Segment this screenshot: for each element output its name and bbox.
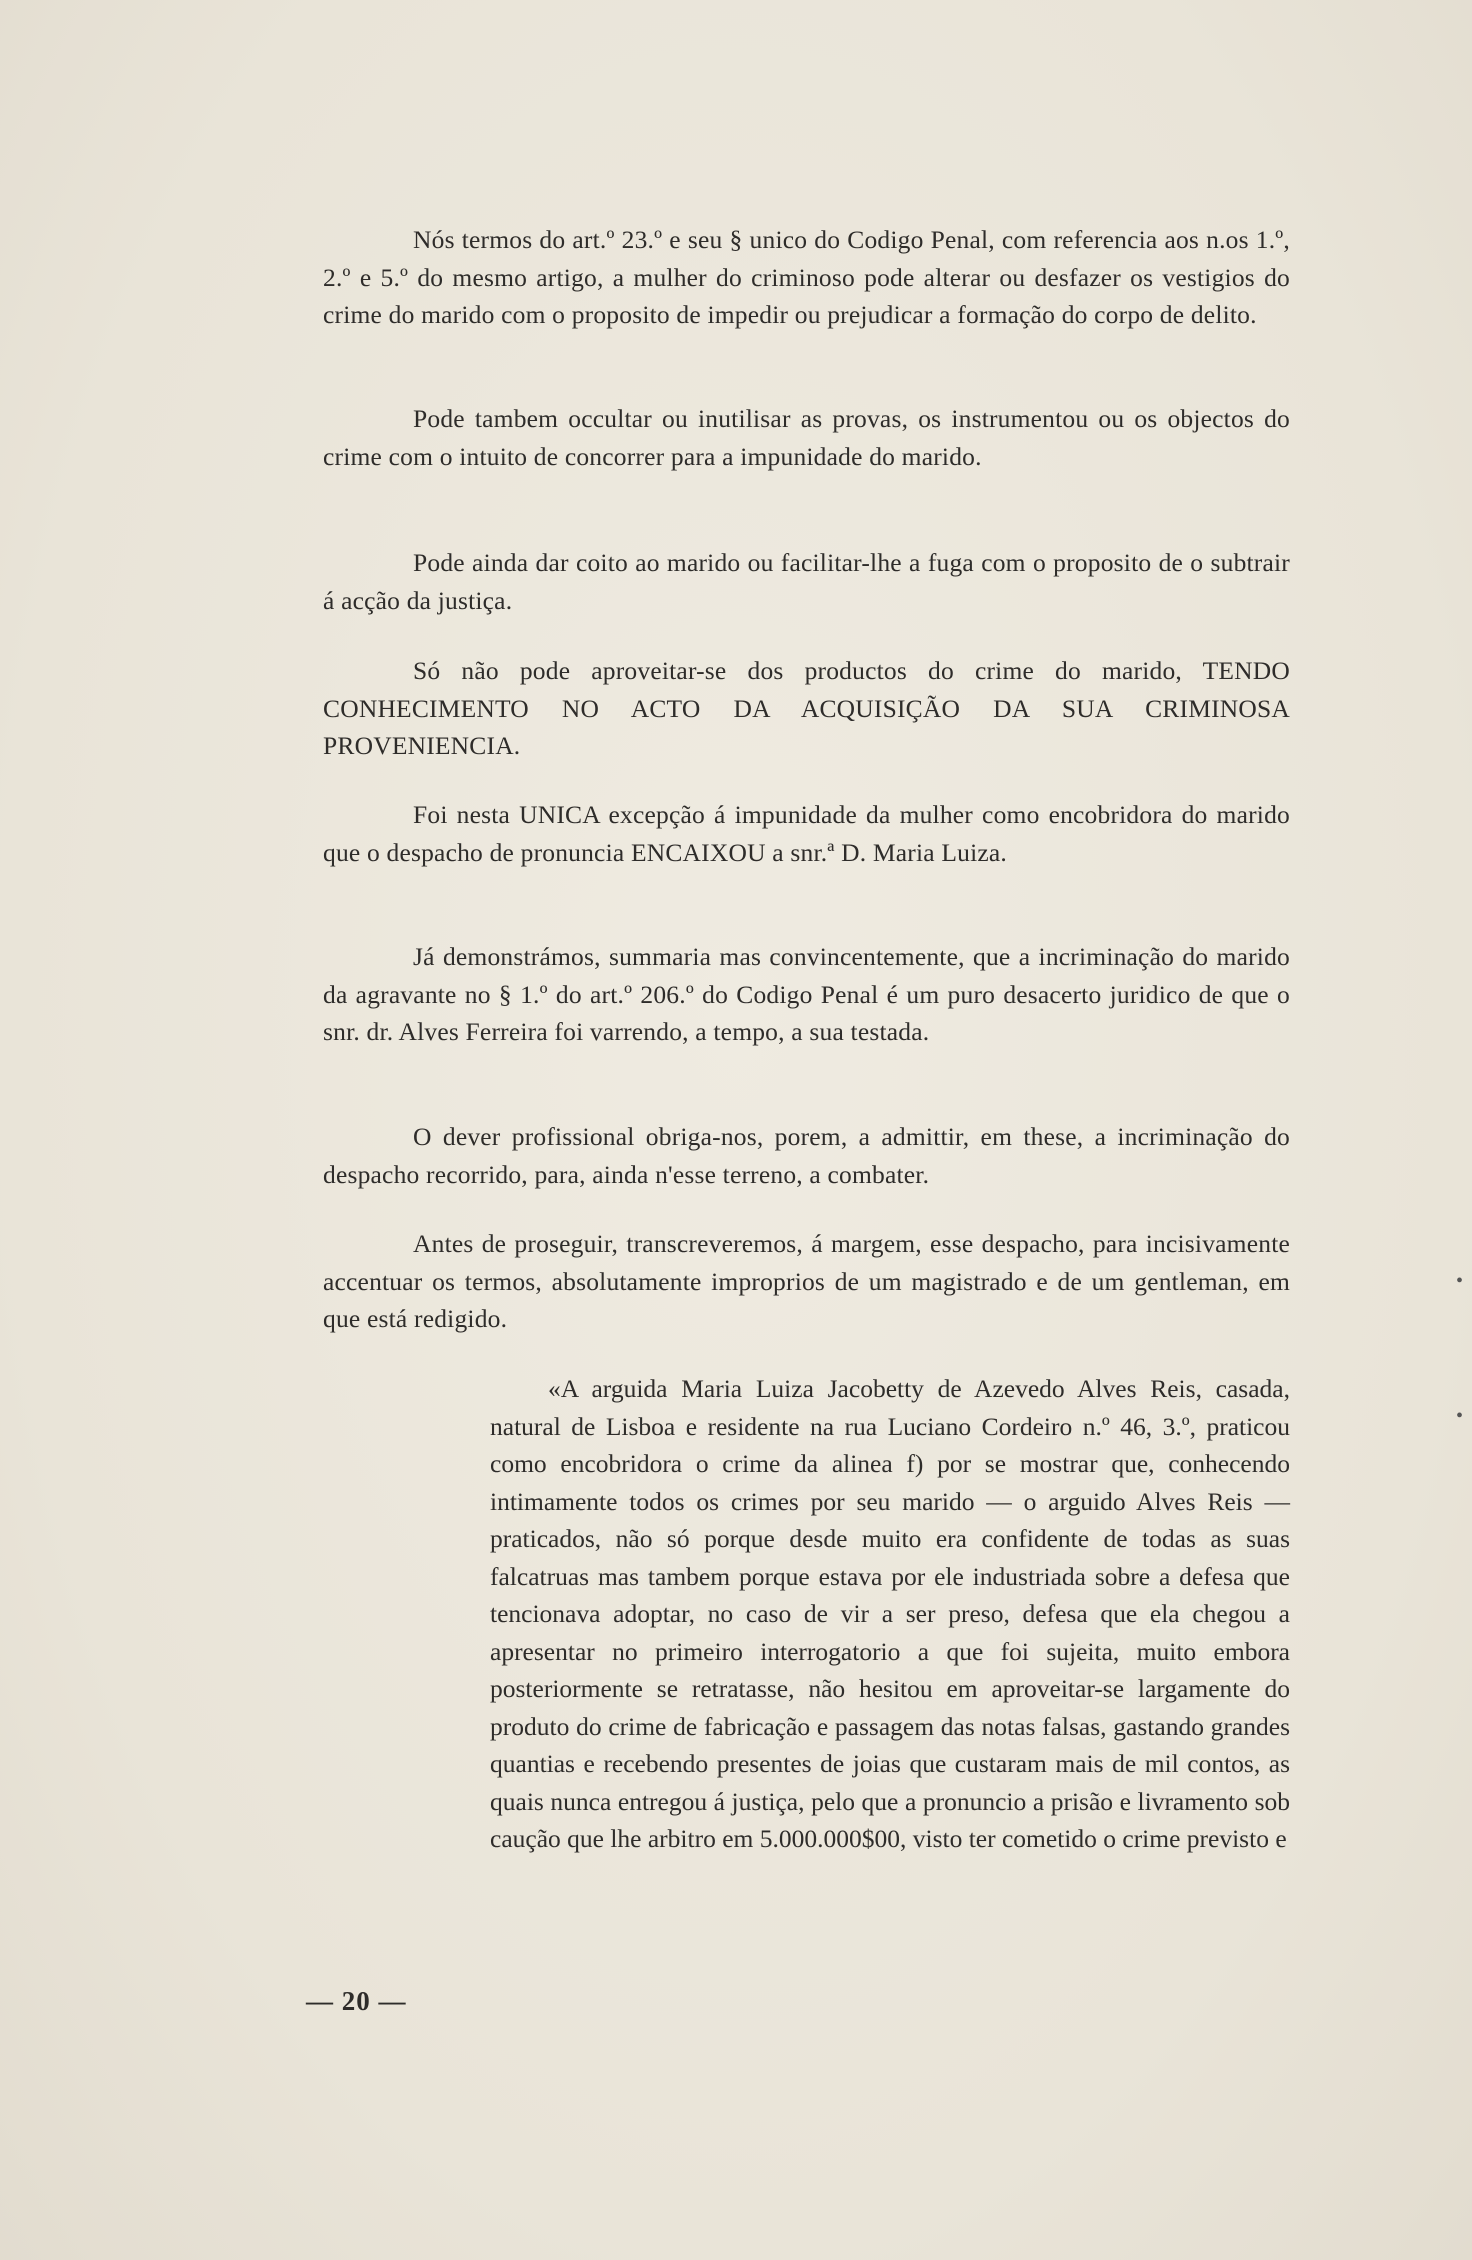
page-number: — 20 — <box>306 1986 407 2016</box>
paragraph-6: Já demonstrámos, summaria mas convincentemente, que a incriminação do marido da agravante no § 1.º do art.º 206.º do Codigo Penal é um puro desacerto juridico de que o snr. dr. Alves Ferreira foi varrendo, a tempo, a sua testada. <box>323 942 1290 1046</box>
paragraph-7: O dever profissional obriga-nos, porem, a admittir, em these, a incriminação do despacho recorrido, para, ainda n'esse terreno, a combater. <box>323 1122 1290 1189</box>
margin-dot: • <box>1456 1405 1464 1427</box>
paragraph-3: Pode ainda dar coito ao marido ou facilitar-lhe a fuga com o proposito de o subtrair á acção da justiça. <box>323 548 1290 615</box>
paragraph-5: Foi nesta UNICA excepção á impunidade da mulher como encobridora do marido que o despacho de pronuncia ENCAIXOU a snr.ª D. Maria Luiza. <box>323 800 1290 867</box>
paragraph-1: Nós termos do art.º 23.º e seu § unico do Codigo Penal, com referencia aos n.os 1.º, 2.º e 5.º do mesmo artigo, a mulher do criminoso pode alterar ou desfazer os vestigios do crime do marido com o proposito de impedir ou prejudicar a formação do corpo de delito. <box>323 225 1290 329</box>
paragraph-4: Só não pode aproveitar-se dos productos do crime do marido, TENDO CONHECIMENTO NO ACTO DA ACQUISIÇÃO DA SUA CRIMINOSA PROVENIENCIA. <box>323 656 1290 760</box>
quoted-despacho: «A arguida Maria Luiza Jacobetty de Azevedo Alves Reis, casada, natural de Lisboa e residente na rua Luciano Cordeiro n.º 46, 3.º, praticou como encobridora o crime da alinea f) por se mostrar que, conhecendo intimamente todos os crimes por seu marido — o arguido Alves Reis — praticados, não só porque desde muito era confidente de todas as suas falcatruas mas tambem porque estava por ele industriada sobre a defesa que tencionava adoptar, no caso de vir a ser preso, defesa que ela chegou a apresentar no primeiro interrogatorio a que foi sujeita, muito embora posteriormente se retratasse, não hesitou em aproveitar-se largamente do produto do crime de fabricação e passagem das notas falsas, gastando grandes quantias e recebendo presentes de joias que custaram mais de mil contos, as quais nunca entregou á justiça, pelo que a pronuncio a prisão e livramento sob caução que lhe arbitro em 5.000.000$00, visto ter cometido o crime previsto e <box>490 1374 1290 1853</box>
paragraph-2: Pode tambem occultar ou inutilisar as provas, os instrumentou ou os objectos do crime com o intuito de concorrer para a impunidade do marido. <box>323 404 1290 471</box>
paragraph-8: Antes de proseguir, transcreveremos, á margem, esse despacho, para incisivamente accentuar os termos, absolutamente improprios de um magistrado e de um gentleman, em que está redigido. <box>323 1229 1290 1333</box>
margin-dot: • <box>1456 1270 1464 1292</box>
